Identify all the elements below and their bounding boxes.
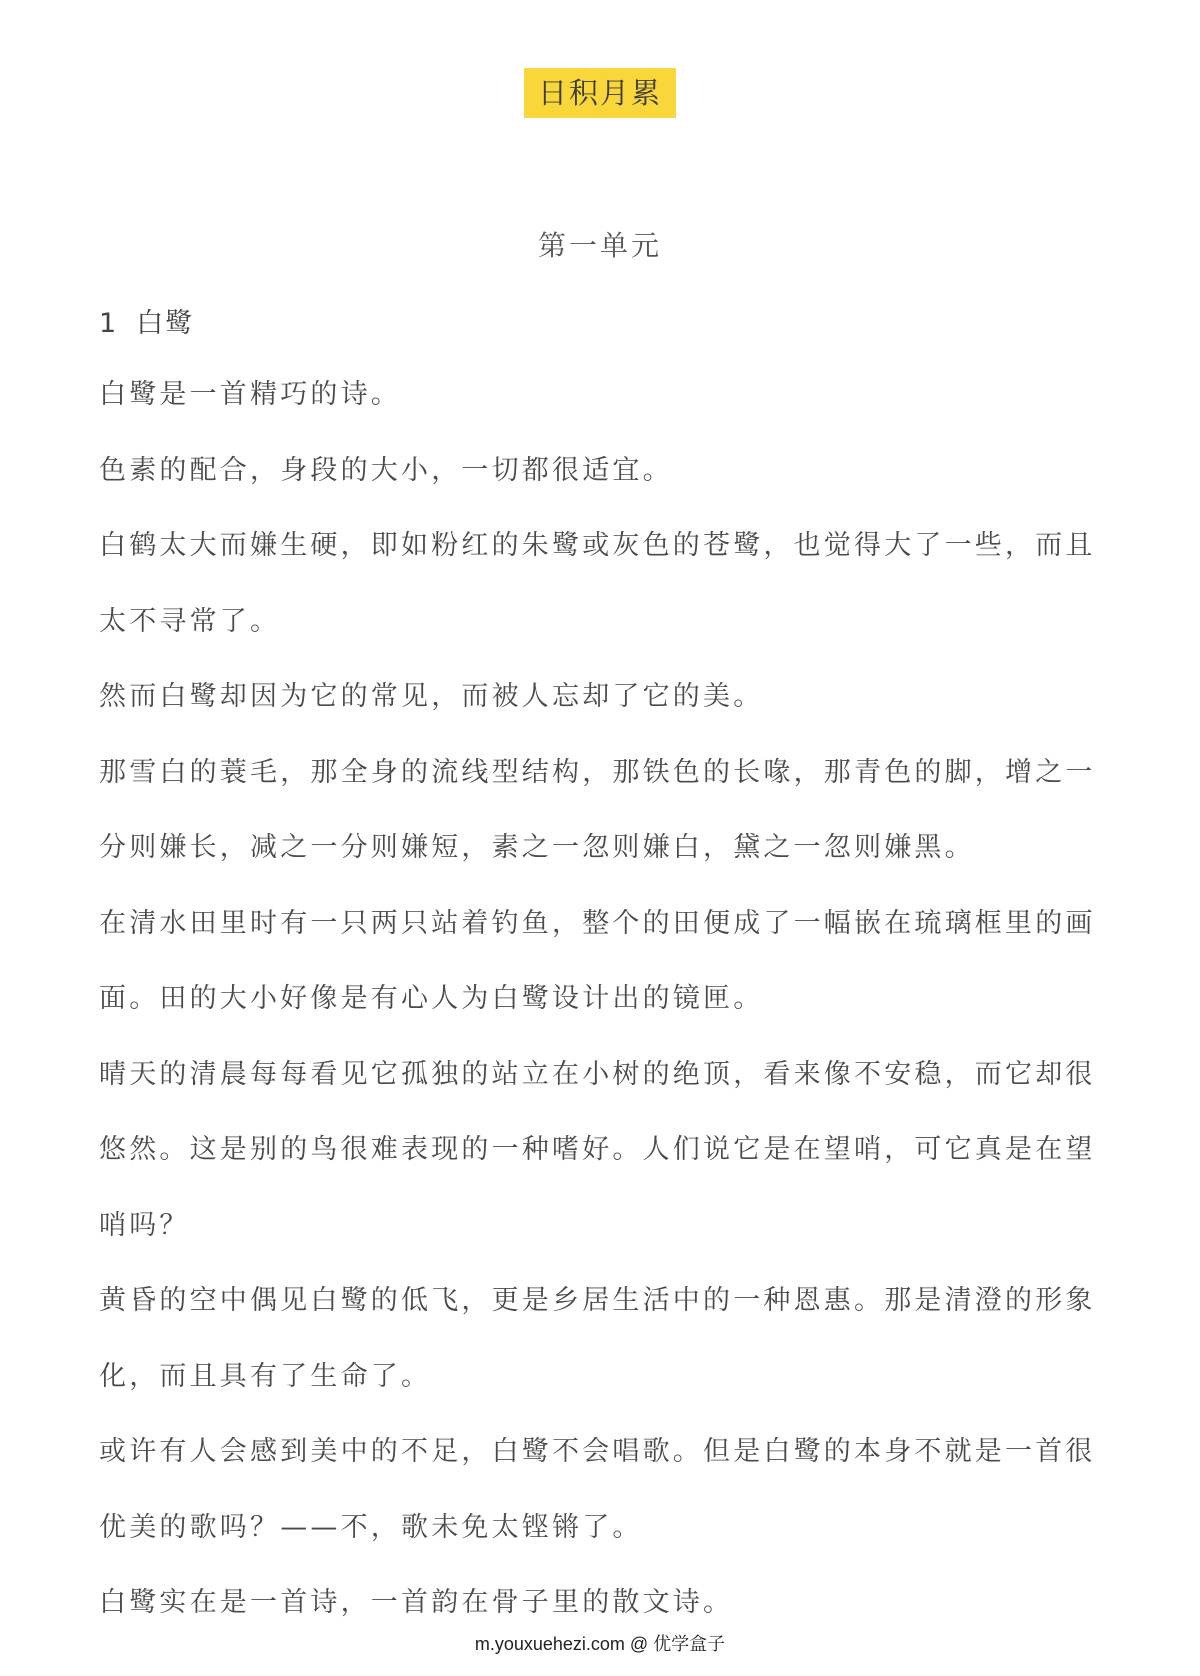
lesson-name: 白鹭: [136, 308, 195, 339]
paragraph: 或许有人会感到美中的不足，白鹭不会唱歌。但是白鹭的本身不就是一首很优美的歌吗？——不，歌未免太铿锵了。: [99, 1436, 1096, 1543]
paragraph: 白鹭实在是一首诗，一首韵在骨子里的散文诗。: [99, 1587, 734, 1618]
paragraph: 白鹤太大而嫌生硬，即如粉红的朱鹭或灰色的苍鹭，也觉得大了一些，而且太不寻常了。: [99, 530, 1096, 637]
lesson-number: 1: [99, 308, 119, 339]
paragraph: 那雪白的蓑毛，那全身的流线型结构，那铁色的长喙，那青色的脚，增之一分则嫌长，减之一分则嫌短，素之一忽则嫌白，黛之一忽则嫌黑。: [99, 756, 1096, 863]
footer-watermark: m.youxuehezi.com @ 优学盒子: [474, 1634, 726, 1654]
paragraph: 色素的配合，身段的大小，一切都很适宜。: [99, 454, 673, 486]
paragraph: 在清水田里时有一只两只站着钓鱼，整个的田便成了一幅嵌在琉璃框里的画面。田的大小好像是有心人为白鹭设计出的镜匣。: [99, 907, 1096, 1014]
header-badge: 日积月累: [524, 68, 676, 118]
paragraph: 白鹭是一首精巧的诗。: [99, 379, 401, 410]
article-body: [99, 357, 1109, 1641]
paragraph: 黄昏的空中偶见白鹭的低飞，更是乡居生活中的一种恩惠。那是清澄的形象化，而且具有了生命了。: [99, 1285, 1096, 1392]
paragraph: 然而白鹭却因为它的常见，而被人忘却了它的美。: [99, 681, 764, 712]
header-badge-container: [0, 68, 1200, 118]
paragraph: 晴天的清晨每每看见它孤独的站立在小树的绝顶，看来像不安稳，而它却很悠然。这是别的鸟很难表现的一种嗜好。人们说它是在望哨，可它真是在望哨吗？: [99, 1058, 1096, 1241]
lesson-title: [99, 301, 194, 340]
unit-title: 第一单元: [537, 229, 662, 262]
